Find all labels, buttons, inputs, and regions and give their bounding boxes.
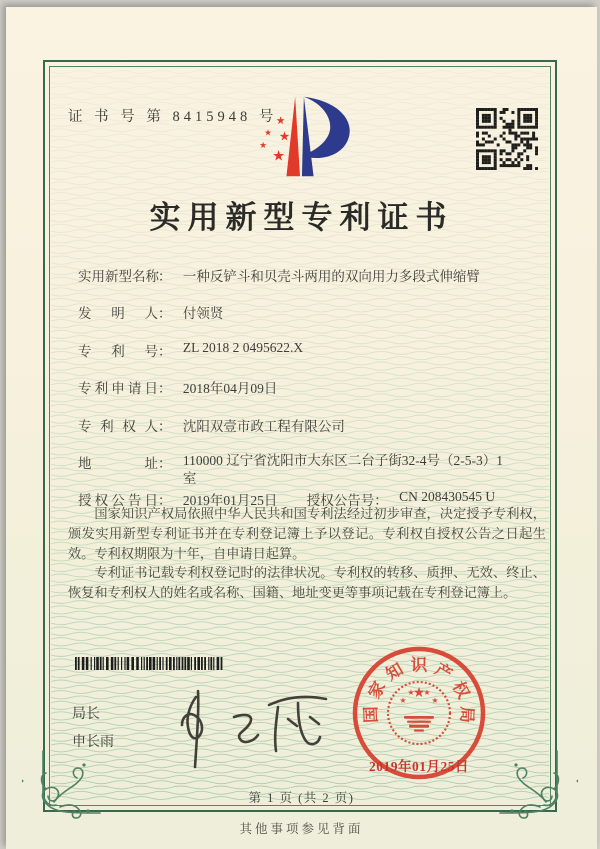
barcode [75, 657, 225, 670]
field-label: 实用新型名称 [78, 269, 159, 284]
svg-text:★: ★ [264, 128, 272, 139]
svg-text:★: ★ [278, 128, 291, 144]
svg-text:★: ★ [272, 148, 286, 165]
svg-text:★: ★ [431, 696, 439, 705]
back-side-note: 其他事项参见背面 [239, 822, 364, 836]
national-emblem [399, 685, 438, 732]
field-label: 授权公告日 [78, 493, 158, 508]
field-row-name: 实用新型名称： 一种反铲斗和贝壳斗两用的双向用力多段式伸缩臂 [78, 265, 480, 285]
field-row-grant: 授权公告日： 2019年01月25日 授权公告号： CN 208430545 U [78, 489, 496, 508]
svg-text:★: ★ [399, 696, 407, 705]
svg-text:识: 识 [410, 655, 428, 675]
certificate-title: 实用新型专利证书 [149, 200, 454, 235]
corner-flourish-right [494, 745, 578, 829]
field-value: 2018年04月09日 [182, 381, 278, 396]
signer-title: 局长 [72, 707, 100, 722]
certificate-paper [6, 7, 597, 849]
svg-text:国: 国 [361, 706, 381, 724]
svg-text:权: 权 [448, 678, 474, 702]
field-label: 专利号 [78, 344, 158, 359]
field-label: 发明人 [78, 306, 158, 321]
field-row-address: 地址： 110000 辽宁省沈阳市大东区二台子街32-4号（2-5-3）1室 [78, 452, 515, 487]
seal-date: 2019年01月25日 [369, 759, 469, 774]
svg-text:★: ★ [275, 113, 286, 127]
field-value: CN 208430545 U [399, 489, 496, 504]
signer-block [72, 701, 114, 757]
field-row-filing-date: 专利申请日： 2018年04月09日 [78, 377, 277, 397]
signer-name: 申长雨 [72, 735, 114, 750]
svg-text:★: ★ [407, 688, 415, 697]
field-label: 专利权人 [78, 419, 158, 434]
field-label: 授权公告号 [306, 493, 375, 508]
cnipa-logo [238, 91, 362, 183]
field-row-inventor: 发明人： 付领贤 [78, 302, 223, 322]
field-label: 专利申请日 [78, 381, 158, 396]
field-row-patentee: 专利权人： 沈阳双壹市政工程有限公司 [78, 415, 345, 435]
svg-text:局: 局 [457, 706, 477, 724]
field-value: 110000 辽宁省沈阳市大东区二台子街32-4号（2-5-3）1室 [182, 453, 503, 486]
field-value: 沈阳双壹市政工程有限公司 [182, 419, 345, 434]
paragraph-register-statement: 专利证书记载专利权登记时的法律状况。专利权的转移、质押、无效、终止、恢复和专利权人的姓名或名称、国籍、地址变更等事项记载在专利登记簿上。 [68, 565, 546, 601]
svg-text:★: ★ [259, 141, 268, 152]
field-value: 一种反铲斗和贝壳斗两用的双向用力多段式伸缩臂 [182, 269, 480, 284]
field-row-patent-no: 专利号： ZL 2018 2 0495622.X [78, 340, 304, 359]
svg-text:知: 知 [382, 659, 407, 685]
paragraph-grant-statement: 国家知识产权局依照中华人民共和国专利法经过初步审查，决定授予专利权，颁发实用新型专利证书并在专利登记簿上予以登记。专利权自授权公告之日起生效。专利权期限为十年，自申请日起算。 [68, 506, 546, 561]
field-value: 付领贤 [182, 306, 224, 321]
field-label: 地址 [78, 456, 158, 471]
page-number: 第 1 页 (共 2 页) [248, 791, 355, 805]
field-value: ZL 2018 2 0495622.X [182, 340, 304, 355]
svg-text:★: ★ [412, 685, 426, 701]
svg-text:产: 产 [431, 659, 456, 685]
svg-text:家: 家 [364, 678, 390, 702]
svg-text:★: ★ [423, 688, 431, 697]
legal-paragraphs [68, 504, 546, 603]
corner-flourish-left [22, 745, 106, 829]
certificate-number: 证 书 号 第 8415948 号 [68, 109, 278, 125]
handwritten-signature [166, 675, 346, 775]
field-value: 2019年01月25日 [182, 493, 278, 508]
qr-code [476, 108, 538, 170]
